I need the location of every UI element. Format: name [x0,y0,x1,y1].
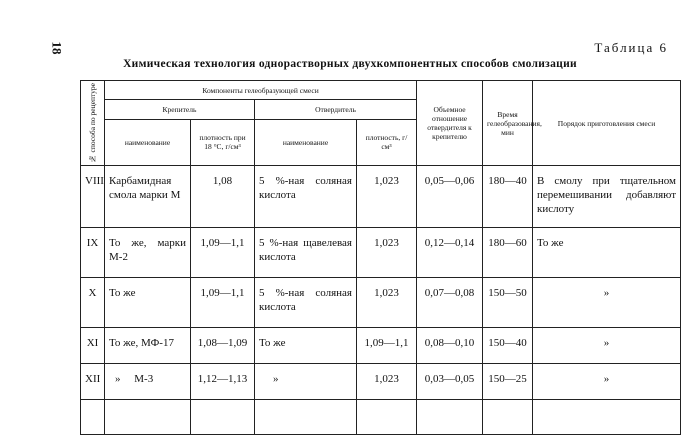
cell-hardener: 5 %-ная щавелевая кислота [255,228,357,278]
cell-prep: То же [533,228,681,278]
cell-fixer: То же, МФ-17 [105,328,191,364]
header-components: Компоненты гелеобразующей смеси [105,81,417,100]
cell-time: 150—25 [483,364,533,400]
cell-prep: В смолу при тщательном перемешивании добавляют кислоту [533,166,681,228]
cell-no: X [81,278,105,328]
cell-ratio: 0,12—0,14 [417,228,483,278]
data-table [80,80,681,435]
cell-fixer: То же [105,278,191,328]
cell-ratio: 0,07—0,08 [417,278,483,328]
page-number: 18 [49,41,65,55]
cell-prep: » [533,278,681,328]
table-row-empty [81,400,681,435]
header-hardener-density: плотность, г/см³ [357,119,417,166]
header-gel-time: Время гелеобразования, мин [483,81,533,166]
table-title: Химическая технология однорастворных двухкомпонентных способов смолизации [123,58,577,70]
cell-hardener: 5 %-ная соляная кислота [255,278,357,328]
header-volume-ratio: Объемное отношение отвердителя к крепителю [417,81,483,166]
cell-fixer-density: 1,09—1,1 [191,278,255,328]
cell-hardener-density: 1,09—1,1 [357,328,417,364]
cell-prep: » [533,328,681,364]
cell-no: VIII [81,166,105,228]
table-row [81,364,681,400]
cell-time: 180—60 [483,228,533,278]
cell-no: IX [81,228,105,278]
header-recipe-no: № способа по рецептуре [81,81,105,166]
cell-no: XI [81,328,105,364]
cell-prep: » [533,364,681,400]
table-row [81,166,681,228]
cell-hardener: » [255,364,357,400]
cell-fixer-density: 1,08 [191,166,255,228]
table-label: Таблица 6 [594,40,668,55]
table-row [81,278,681,328]
header-fixer-density: плотность при 18 °С, г/см³ [191,119,255,166]
cell-time: 180—40 [483,166,533,228]
cell-fixer: Карбамидная смола марки М [105,166,191,228]
header-hardener-name: наименование [255,119,357,166]
header-fixer-name: наименование [105,119,191,166]
cell-hardener: То же [255,328,357,364]
cell-ratio: 0,08—0,10 [417,328,483,364]
cell-fixer-density: 1,12—1,13 [191,364,255,400]
cell-fixer-density: 1,08—1,09 [191,328,255,364]
cell-no: XII [81,364,105,400]
cell-time: 150—50 [483,278,533,328]
cell-time: 150—40 [483,328,533,364]
table-row [81,328,681,364]
cell-hardener-density: 1,023 [357,228,417,278]
cell-hardener-density: 1,023 [357,166,417,228]
header-preparation: Порядок приготовления смеси [533,81,681,166]
header-fixer: Крепитель [105,100,255,119]
cell-fixer: То же, марки М-2 [105,228,191,278]
cell-hardener-density: 1,023 [357,364,417,400]
cell-ratio: 0,03—0,05 [417,364,483,400]
cell-fixer-density: 1,09—1,1 [191,228,255,278]
cell-hardener: 5 %-ная соляная кислота [255,166,357,228]
cell-hardener-density: 1,023 [357,278,417,328]
cell-ratio: 0,05—0,06 [417,166,483,228]
cell-fixer: » М-3 [105,364,191,400]
table-row [81,228,681,278]
header-hardener: Отвердитель [255,100,417,119]
